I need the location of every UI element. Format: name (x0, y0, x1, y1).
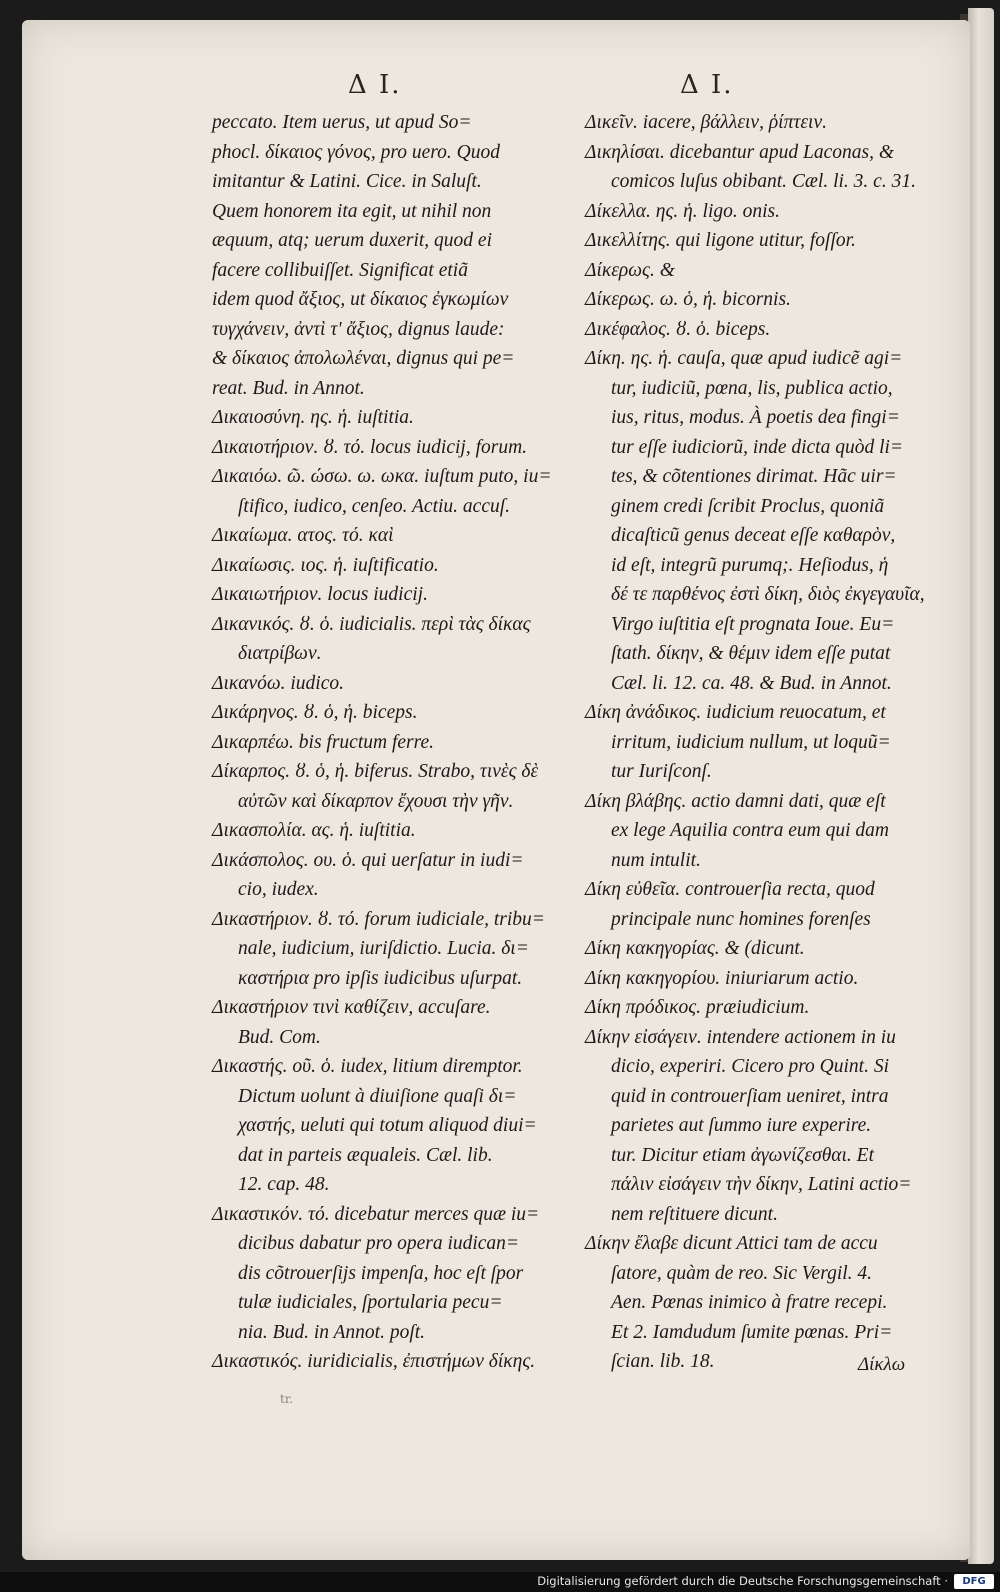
left-column-line: Δικάσπολος. ου. ὁ. qui uerſatur in iudi= (212, 849, 524, 871)
right-column-line: ginem credi ſcribit Proclus, quoniã (611, 495, 885, 517)
left-column-line: dis cõtrouerſijs impenſa, hoc eſt ſpor (238, 1262, 524, 1284)
right-column-line: Δικελλίτης. qui ligone utitur, foſſor. (585, 230, 856, 251)
left-column-line: dat in parteis æqualeis. Cæl. lib. (238, 1144, 493, 1166)
right-column-line: Δίκη πρόδικος. præiudicium. (585, 997, 810, 1018)
right-column-line: Δίκελλα. ης. ἡ. ligo. onis. (585, 200, 781, 222)
right-column-line: tur. Dicitur etiam ἀγωνίζεσθαι. Et (611, 1144, 875, 1166)
left-column-line: Δικαίωμα. ατος. τό. καὶ (212, 525, 394, 546)
left-column-line: Δικαστής. οῦ. ὁ. iudex, litium diremptor. (212, 1056, 523, 1077)
right-column-line: nem reſtituere dicunt. (611, 1203, 778, 1225)
left-column-line: Δικανόω. iudico. (212, 672, 344, 694)
left-column-line: reat. Bud. in Annot. (212, 377, 365, 399)
right-column-line: δέ τε παρθένος ἐστὶ δίκη, διὸς ἐκγεγαυῖα, (611, 584, 925, 605)
left-column-line: Δικαρπέω. bis fructum ferre. (212, 731, 435, 753)
right-column-line: Δίκη. ης. ἡ. cauſa, quæ apud iudicẽ agi= (585, 348, 903, 369)
right-column (585, 108, 930, 1377)
right-column-line: Virgo iuſtitia eſt prognata Ioue. Eu= (611, 613, 895, 635)
funding-notice: Digitalisierung gefördert durch die Deutsche Forschungsgemeinschaft · (537, 1574, 948, 1588)
right-column-line: id eſt, integrũ purumq;. Heſiodus, ἡ (611, 554, 889, 576)
left-column-line: Δικάρηνος. ȣ. ὁ, ἡ. biceps. (212, 702, 418, 723)
right-column-line: num intulit. (611, 849, 701, 871)
left-column-line: Quem honorem ita egit, ut nihil non (212, 200, 492, 222)
right-column-line: Δίκην εἰσάγειν. intendere actionem in iu (585, 1026, 896, 1048)
right-column-line: Δίκερως. & (585, 259, 675, 281)
right-column-line: tur eſſe iudiciorũ, inde dicta quòd li= (611, 436, 904, 458)
footer-bar (0, 1572, 1000, 1592)
right-column-line: dicio, experiri. Cicero pro Quint. Si (611, 1056, 890, 1077)
left-column-line: peccato. Item uerus, ut apud So= (212, 112, 472, 133)
right-column-line: Δίκη κακηγορίας. & (dicunt. (585, 938, 805, 959)
left-column-line: τυγχάνειν, ἀντὶ τ' ἄξιος, dignus laude: (212, 318, 505, 340)
left-column-line: Δικαιοσύνη. ης. ἡ. iuſtitia. (212, 407, 414, 428)
right-column-line: Δίκη βλάβης. actio damni dati, quæ eſt (585, 790, 886, 812)
right-column-line: Cæl. li. 12. ca. 48. & Bud. in Annot. (611, 672, 892, 694)
right-column-line: Δικεῖν. iacere, βάλλειν, ῥίπτειν. (585, 112, 827, 133)
left-column-line: Δικαστικόν. τό. dicebatur merces quæ iu= (212, 1203, 540, 1225)
right-column-line: tur Iuriſconſ. (611, 761, 712, 782)
right-column-line: Et 2. Iamdudum ſumite pœnas. Pri= (611, 1321, 893, 1343)
left-column-line: & δίκαιος ἀπολωλέναι, dignus qui pe= (212, 348, 515, 369)
left-column-line: Bud. Com. (238, 1026, 321, 1048)
left-column-line: Δικαστήριον. ȣ. τό. forum iudiciale, tribu= (212, 908, 545, 930)
right-column-line: πάλιν εἰσάγειν τὴν δίκην, Latini actio= (611, 1174, 912, 1195)
left-column-line: Δικαιωτήριον. locus iudicij. (212, 584, 428, 605)
left-column-line: Dictum uolunt à diuiſione quaſi δι= (238, 1085, 517, 1107)
left-column-line: cio, iudex. (238, 879, 319, 900)
stray-mark: tr. (280, 1392, 294, 1406)
left-column-line: Δικαστήριον τινὶ καθίζειν, accuſare. (212, 997, 491, 1018)
right-column-line: comicos luſus obibant. Cæl. li. 3. c. 31. (611, 171, 916, 192)
right-column-line: tur, iudiciũ, pœna, lis, publica actio, (611, 377, 893, 399)
left-column-line: Δικαιόω. ῶ. ώσω. ω. ωκα. iuſtum puto, iu= (212, 466, 552, 487)
dfg-logo: DFG (954, 1574, 994, 1589)
catchword: Δίκλω (858, 1354, 906, 1375)
left-column-line: Δικαιοτήριον. ȣ. τό. locus iudicij, forum. (212, 436, 528, 458)
right-column-line: dicaſticũ genus deceat eſſe καθαρὸν, (611, 525, 896, 546)
left-column-line: καστήρια pro ipſis iudicibus uſurpat. (238, 967, 523, 989)
right-column-line: Δικηλίσαι. dicebantur apud Laconas, & (585, 141, 895, 163)
left-column-line: Δικαστικός. iuridicialis, ἐπιστήμων δίκης. (212, 1351, 536, 1372)
page-edge (968, 8, 994, 1564)
right-column-line: ex lege Aquilia contra eum qui dam (611, 820, 889, 841)
right-column-line: Δίκερως. ω. ὁ, ἡ. bicornis. (585, 289, 791, 310)
left-column-line: idem quod ἄξιος, ut δίκαιος ἐγκωμίων (212, 289, 509, 310)
left-column-line: χαστής, ueluti qui totum aliquod diui= (238, 1115, 537, 1136)
right-column-line: Δίκη κακηγορίου. iniuriarum actio. (585, 967, 859, 989)
left-column-line: αὐτῶν καὶ δίκαρπον ἔχουσι τὴν γῆν. (238, 790, 514, 812)
right-column-line: Δίκη εὐθεῖα. controuerſia recta, quod (585, 879, 875, 900)
right-column-line: parietes aut ſummo iure experire. (611, 1115, 872, 1136)
left-column (212, 108, 552, 1377)
right-column-line: ſcian. lib. 18. (611, 1351, 715, 1372)
right-column-line: quid in controuerſiam ueniret, intra (611, 1085, 889, 1107)
left-column-line: facere collibuiſſet. Significat etiã (212, 259, 468, 281)
right-column-line: irritum, iudicium nullum, ut loquũ= (611, 731, 891, 753)
left-column-line: dicibus dabatur pro opera iudican= (238, 1233, 520, 1254)
left-column-line: imitantur & Latini. Cice. in Saluſt. (212, 171, 482, 192)
running-header-right: Δ I. (680, 70, 734, 100)
left-column-line: tulæ iudiciales, ſportularia pecu= (238, 1292, 503, 1313)
right-column-line: tes, & cõtentiones dirimat. Hãc uir= (611, 466, 897, 487)
left-column-line: nia. Bud. in Annot. poſt. (238, 1321, 426, 1343)
left-column-line: 12. cap. 48. (238, 1174, 330, 1195)
right-column-line: Δίκη ἀνάδικος. iudicium reuocatum, et (585, 702, 886, 723)
left-column-line: ſtifico, iudico, cenſeo. Actiu. accuſ. (238, 495, 511, 517)
left-column-line: Δικασπολία. ας. ἡ. iuſtitia. (212, 820, 416, 841)
left-column-line: nale, iudicium, iuriſdictio. Lucia. δι= (238, 938, 529, 959)
right-column-line: Aen. Pœnas inimico à fratre recepi. (611, 1292, 888, 1313)
left-column-line: Δικαίωσις. ιος. ἡ. iuſtificatio. (212, 554, 439, 576)
running-header-left: Δ I. (348, 70, 402, 100)
right-column-line: ius, ritus, modus. À poetis dea fingi= (611, 407, 900, 428)
left-column-line: æquum, atq; uerum duxerit, quod ei (212, 230, 493, 251)
left-column-line: διατρίβων. (238, 643, 322, 664)
right-column-line: Δίκην ἔλαβε dicunt Attici tam de accu (585, 1233, 878, 1254)
left-column-line: Δικανικός. ȣ. ὁ. iudicialis. περὶ τὰς δίκας (212, 613, 531, 635)
right-column-line: Δικέφαλος. ȣ. ὁ. biceps. (585, 318, 771, 340)
right-column-line: ſtath. δίκην, & θέμιν idem eſſe putat (611, 643, 891, 664)
left-column-line: Δίκαρπος. ȣ. ὁ, ἡ. biferus. Strabo, τινὲς δὲ (212, 761, 539, 782)
left-column-line: phocl. δίκαιος γόνος, pro uero. Quod (212, 141, 500, 163)
right-column-line: principale nunc homines forenſes (611, 908, 871, 930)
right-column-line: ſatore, quàm de reo. Sic Vergil. 4. (611, 1262, 873, 1284)
